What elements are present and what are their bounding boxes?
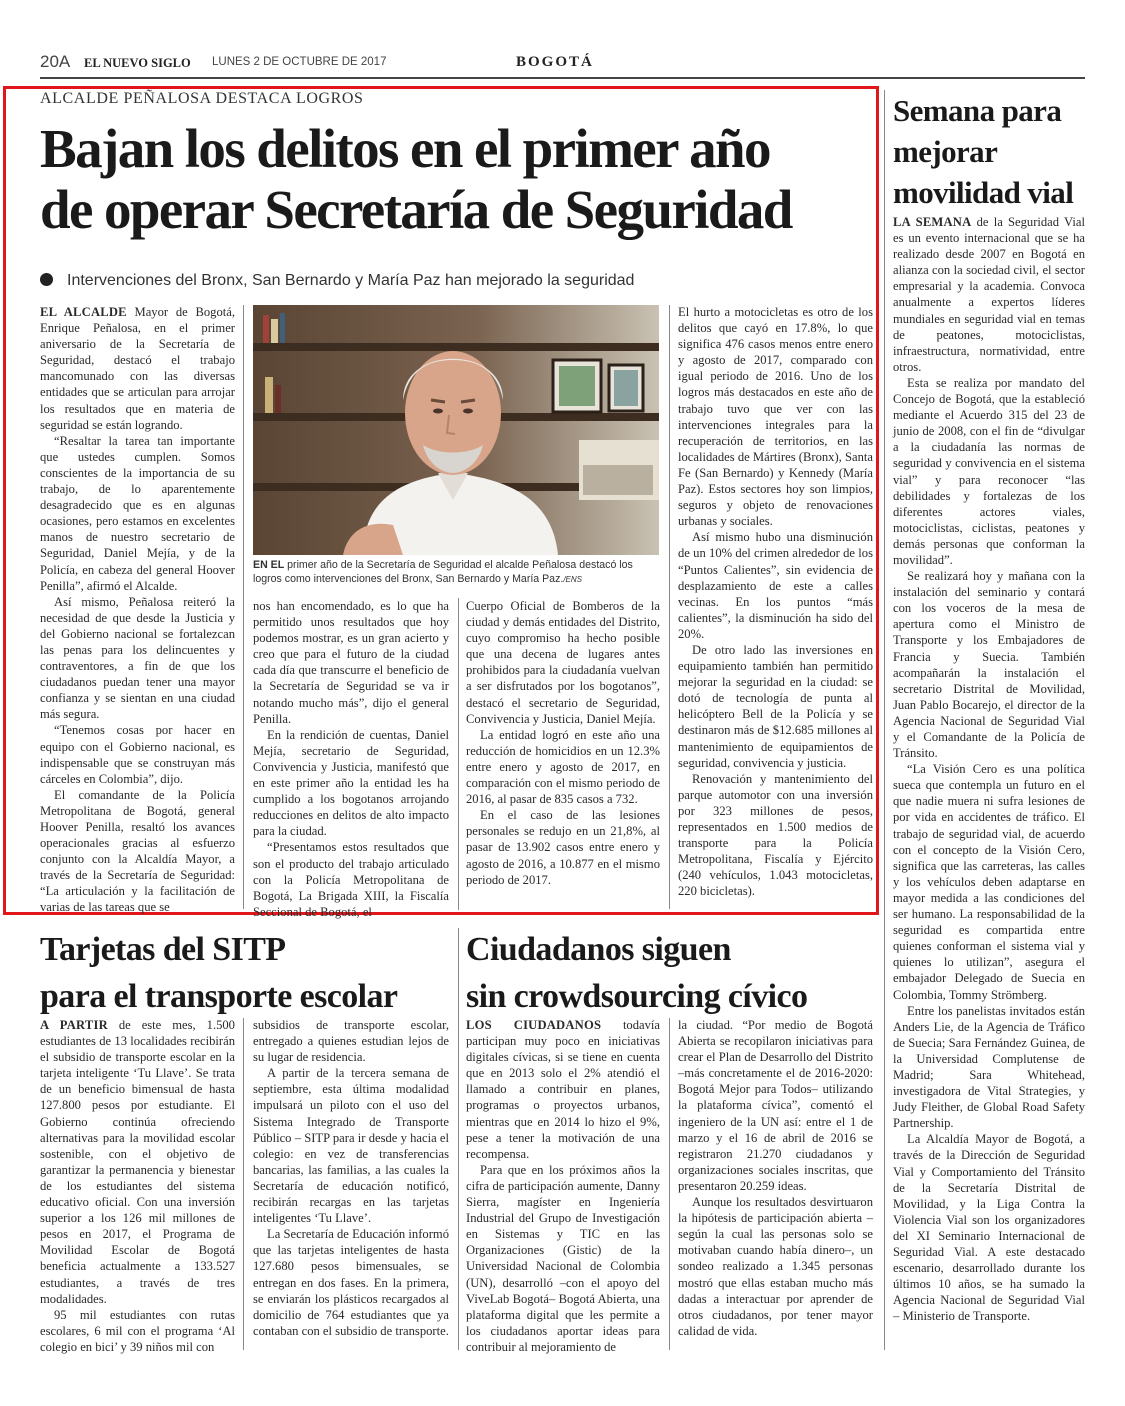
paragraph: la ciudad. “Por medio de Bogotá Abierta se recopilaron iniciativas para crear el Plan de Desarrollo del Distrito –más concretamente el de 2016-2020: Bogotá Mejor para Todos– utilizando la plataforma cívica”, comentó el ingeniero de la UN así: entre el 1 de marzo y el 16 de abril de 2016 se registraron 21.270 ciudadanos y organizaciones sociales inscritas, que presentaron 20.259 ideas. — [678, 1018, 873, 1193]
civic-headline-line1: Ciudadanos siguen — [466, 931, 731, 968]
page-header — [40, 52, 1085, 74]
header-rule — [40, 77, 1085, 79]
column-rule — [458, 928, 459, 1350]
paragraph: nos han encomendado, es lo que ha permitido unos resultados que hoy podemos mostrar, es un gran acierto y creo que para el futuro de la ciudad cada día que transcurre el beneficio de la Secretaría de Seguridad se va ir notando mucho más”, dijo el general Penilla. — [253, 599, 449, 726]
paragraph: “La Visión Cero es una política sueca que contempla un futuro en el que nadie muera ni sufra lesiones de por vida en accidentes de tráfico. El trabajo de seguridad vial, de acuerdo con el concepto de la Visión Cero, significa que las carreteras, las calles y los vehículos deben adaptarse en mayor medida a las condiciones del ser humano. La responsabilidad de la seguridad es compartida entre quienes conforman el sistema vial y quienes lo utilizan”, asegura el embajador Delegado de Suecia en Colombia, Tommy Strömberg. — [893, 762, 1085, 1002]
main-article-column-4 — [678, 304, 873, 910]
issue-date: LUNES 2 DE OCTUBRE DE 2017 — [212, 56, 387, 68]
main-headline-line2: de operar Secretaría de Seguridad — [40, 179, 792, 240]
column-rule — [669, 305, 670, 909]
caption-lead: EN EL — [253, 559, 285, 571]
main-article-column-2 — [253, 598, 449, 919]
column-rule — [243, 305, 244, 909]
subhead-text: Intervenciones del Bronx, San Bernardo y María Paz han mejorado la seguridad — [67, 272, 635, 289]
column-rule — [884, 90, 885, 1350]
sitp-headline — [40, 926, 460, 1020]
main-article-column-1 — [40, 304, 236, 915]
paragraph: Entre los panelistas invitados están Anders Lie, de la Agencia de Tráfico de Suecia; Sara Fernández Guinea, de la Universidad Complutense de Madrid; Sara Whitehead, investigadora de Vital Strategies, y Judy Fleither, de Global Road Safety Partnership. — [893, 1003, 1085, 1131]
column-rule — [243, 1018, 244, 1350]
paragraph: “Resaltar la tarea tan importante que ustedes cumplen. Somos conscientes de la importancia de su trabajo, de lo aparentemente desagradecido que es en algunas ocasiones, pero estamos en excelentes manos de nuestro secretario de Seguridad, Daniel Mejía, y de la Policía, en cabeza del general Hoover Penilla”, afirmó el Alcalde. — [40, 433, 235, 593]
article-kicker: ALCALDE PEÑALOSA DESTACA LOGROS — [40, 90, 364, 107]
paragraph: 95 mil estudiantes con rutas escolares, 6 mil con el programa ‘Al colegio en bici’ y 39 niños mil con — [40, 1307, 235, 1354]
lead-in: LOS CIUDADANOS — [466, 1018, 602, 1032]
paragraph: La Alcaldía Mayor de Bogotá, a través de la Dirección de Seguridad Vial y Comportamiento del Tránsito de la Secretaría Distrital de Movilidad, y la Liga Contra la Violencia Vial son los organizadores del XI Seminario Internacional de Seguridad Vial. A este destacado escenario, desarrollado durante los últimos 10 años, se ha sumado la Agencia Nacional de Seguridad Vial – Ministerio de Transporte. — [893, 1132, 1085, 1324]
paragraph: “Tenemos cosas por hacer en equipo con el Gobierno nacional, es indispensable que se construyan más cárceles en Colombia”, dijo. — [40, 723, 235, 786]
sitp-article-column-2 — [253, 1017, 449, 1352]
paragraph: subsidios de transporte escolar, entregado a quienes estudian lejos de su lugar de residencia. — [253, 1018, 449, 1065]
paragraph: Se realizará hoy y mañana con la instalación del seminario y contará con los voceros de la mesa de apertura como el Ministro de Transporte y los Embajadores de Francia y Suecia. También acompañarán la instalación el secretario Distrital de Movilidad, Juan Pablo Bocarejo, el director de la Agencia Nacional de Seguridad Vial y el Comandante de la Policía de Tránsito. — [893, 569, 1085, 761]
paragraph: La Secretaría de Educación informó que las tarjetas inteligentes de hasta 127.680 pesos bimensuales, se entregan en dos fases. En la primera, se enviarán los plásticos recargados al domicilio de 764 estudiantes que ya contaban con el subsidio de transporte. — [253, 1227, 449, 1338]
paragraph: Renovación y mantenimiento del parque automotor con una inversión por 323 millones de pesos, representados en 1.500 medios de transporte para la Policía Metropolitana, Fiscalía y Ejército (240 vehículos, 1.043 motocicletas, 220 bicicletas). — [678, 771, 873, 899]
photo-illustration — [253, 305, 659, 555]
paragraph: En la rendición de cuentas, Daniel Mejía, secretario de Seguridad, Convivencia y Justicia, manifestó que en este primer año la entidad les ha cumplido a los bogotanos arrojando reducciones en delitos de alto impacto para la ciudad. — [253, 727, 449, 839]
paragraph: de la Seguridad Vial es un evento internacional que se ha realizado desde 2007 en Bogotá en alianza con la sociedad civil, el sector empresarial y la academia. Convoca anualmente a expertos líderes mundiales en seguridad vial en temas de peatones, motociclistas, infraestructura, normatividad, entre otros. — [893, 215, 1085, 374]
paragraph: El hurto a motocicletas es otro de los delitos que cayó en 17.8%, lo que significa 476 casos menos entre enero y agosto de 2017, comparado con igual periodo de 2016. Uno de los logros más destacados en este año de trabajo tuvo que ver con las intervenciones integrales para la recuperación de territorios, en las localidades de Mártires (Bronx), Santa Fe (San Bernardo) y Kennedy (María Paz). Estos sectores hoy son limpios, seguros y objeto de renovaciones urbanas y sociales. — [678, 305, 873, 529]
paragraph: Así mismo, Peñalosa reiteró la necesidad de que desde la Justicia y del Gobierno nacional se fortalezcan las penas para los delincuentes y contraventores, a fin de que los ciudadanos puedan tener una mayor confianza y se sientan en una ciudad más segura. — [40, 594, 235, 722]
civic-article-column-1 — [466, 1017, 660, 1352]
paragraph: Mayor de Bogotá, Enrique Peñalosa, en el primer aniversario de la Secretaría de Seguridad, destacó el trabajo mancomunado con las diversas entidades que se articulan para arrojar los resultados que en materia de seguridad se están logrando. — [40, 305, 236, 432]
paragraph: De otro lado las inversiones en equipamiento también han permitido mejorar la seguridad en la ciudad: se dotó de tecnología de punta al helicóptero Bell de la Policía y se destinaron más de $12.685 millones al mantenimiento de equipamientos de seguridad, convivencia y justicia. — [678, 642, 873, 770]
bullet-icon — [40, 273, 53, 286]
main-article-column-3 — [466, 598, 660, 910]
caption-text: primer año de la Secretaría de Seguridad el alcalde Peñalosa destacó los logros como intervenciones del Bronx, San Bernardo y María Paz. — [253, 559, 633, 585]
column-rule — [458, 598, 459, 910]
sitp-headline-line2: para el transporte escolar — [40, 978, 398, 1015]
newspaper-name: EL NUEVO SIGLO — [84, 56, 191, 70]
paragraph: El comandante de la Policía Metropolitana de Bogotá, general Hoover Penilla, resaltó los avances operacionales gracias al esfuerzo conjunto con la Alcaldía Mayor, a través de la Secretaría de Seguridad: “La articulación y la facilitación de varias de las tareas que se — [40, 787, 235, 915]
main-headline — [40, 118, 870, 240]
photo-caption — [253, 558, 663, 587]
column-rule — [669, 1018, 670, 1350]
sidebar-headline: Semana para mejorar movilidad vial — [893, 93, 1074, 210]
paragraph: Esta se realiza por mandato del Concejo de Bogotá, que la estableció mediante el Acuerdo 315 del 23 de junio de 2008, con el fin de “divulgar a la ciudadanía las normas de seguridad y convivencia en el sistema vial” y para reconocer “las debilidades y fortalezas de los diferentes actores viales, motociclistas, ciclistas, peatones y demás personas que conforman la movilidad”. — [893, 375, 1085, 567]
paragraph: Aunque los resultados desvirtuaron la hipótesis de participación abierta –según la cual las personas solo se motivaban cuando había dinero–, un sondeo realizado a 1.345 personas mostró que ellas estaban mucho más dadas a interactuar por aprender de otros ciudadanos, por tener mayor calidad de vida. — [678, 1195, 873, 1338]
paragraph: La entidad logró en este año una reducción de homicidios en un 12.3% entre enero y agosto de 2017, en comparación con el mismo periodo de 2016, al pasar de 835 casos a 732. — [466, 727, 660, 807]
paragraph: En el caso de las lesiones personales se redujo en un 21,8%, al pasar de 13.902 casos entre enero y agosto de 2016, a 10.877 en el mismo periodo de 2017. — [466, 808, 660, 887]
photo-credit: /ENS — [563, 575, 582, 584]
sitp-headline-line1: Tarjetas del SITP — [40, 931, 286, 968]
section-name: BOGOTÁ — [516, 54, 594, 70]
lead-in: A PARTIR — [40, 1018, 108, 1032]
civic-article-column-2 — [678, 1017, 873, 1352]
page-number: 20A — [40, 52, 71, 71]
paragraph: Así mismo hubo una disminución de un 10% del crimen alrededor de los “Puntos Calientes”, sin evidencia de desplazamiento de este a calles vecinas. En los puntos “más calientes”, la disminución ha sido del 20%. — [678, 530, 873, 641]
paragraph: Cuerpo Oficial de Bomberos de la ciudad y demás entidades del Distrito, cuyo compromiso ha hecho posible que una decena de lugares antes prohibidos para la ciudadanía vuelvan a ser disfrutados por los bogotanos”, destacó el secretario de Seguridad, Convivencia y Justicia, Daniel Mejía. — [466, 599, 660, 726]
lead-in: LA SEMANA — [893, 215, 972, 229]
civic-headline-line2: sin crowdsourcing cívico — [466, 978, 808, 1015]
civic-headline — [466, 926, 886, 1020]
paragraph: todavía participan muy poco en iniciativas digitales cívicas, si se tiene en cuenta que en 2013 solo el 2% atendió el llamado a contribuir en planes, programas o proyectos urbanos, mientras que en 2014 lo hizo el 9%, pese a tener la motivación de una recompensa. — [466, 1018, 661, 1161]
sidebar-article-column — [893, 214, 1085, 1352]
lead-in: EL ALCALDE — [40, 305, 127, 319]
paragraph: A partir de la tercera semana de septiembre, esta última modalidad impulsará un piloto con el uso del Sistema Integrado de Transporte Público – SITP para ir desde y hacia el colegio: en vez de transferencias bancarias, las familias, a las cuales la Secretaría de educación notificó, recibirán recargas en las tarjetas inteligentes ‘Tu Llave’. — [253, 1066, 449, 1226]
main-headline-line1: Bajan los delitos en el primer año — [40, 118, 770, 179]
paragraph: Para que en los próximos años la cifra de participación aumente, Danny Sierra, magíster en Ingeniería Industrial del Grupo de Investigación en Sistemas y TIC en las Organizaciones (Gistic) de la Universidad Nacional de Colombia (UN), desarrolló –con el apoyo del ViveLab Bogotá– Bogotá Abierta, una plataforma digital que les permite a los ciudadanos aportar ideas para contribuir al mejoramiento de — [466, 1162, 660, 1354]
sitp-article-column-1 — [40, 1017, 235, 1352]
article-photo — [253, 305, 659, 555]
paragraph: de este mes, 1.500 estudiantes de 13 localidades recibirán el subsidio de transporte escolar en la tarjeta inteligente ‘Tu Llave’. Se trata de un beneficio bimensual de hasta 127.800 pesos por estudiante. El Gobierno continúa ofreciendo alternativas para la movilidad escolar sostenible, con el objetivo de garantizar la permanencia y bienestar de los estudiantes del sistema educativo oficial. Con una inversión superior a los 126 mil millones de pesos en 2017, el Programa de Movilidad Escolar de Bogotá beneficia actualmente a 133.527 estudiantes, a través de tres modalidades. — [40, 1018, 235, 1306]
article-subhead — [40, 272, 634, 290]
paragraph: “Presentamos estos resultados que son el producto del trabajo articulado con la Policía Metropolitana de Bogotá, La Brigada XIII, la Fiscalía Seccional de Bogotá, el — [253, 840, 449, 919]
